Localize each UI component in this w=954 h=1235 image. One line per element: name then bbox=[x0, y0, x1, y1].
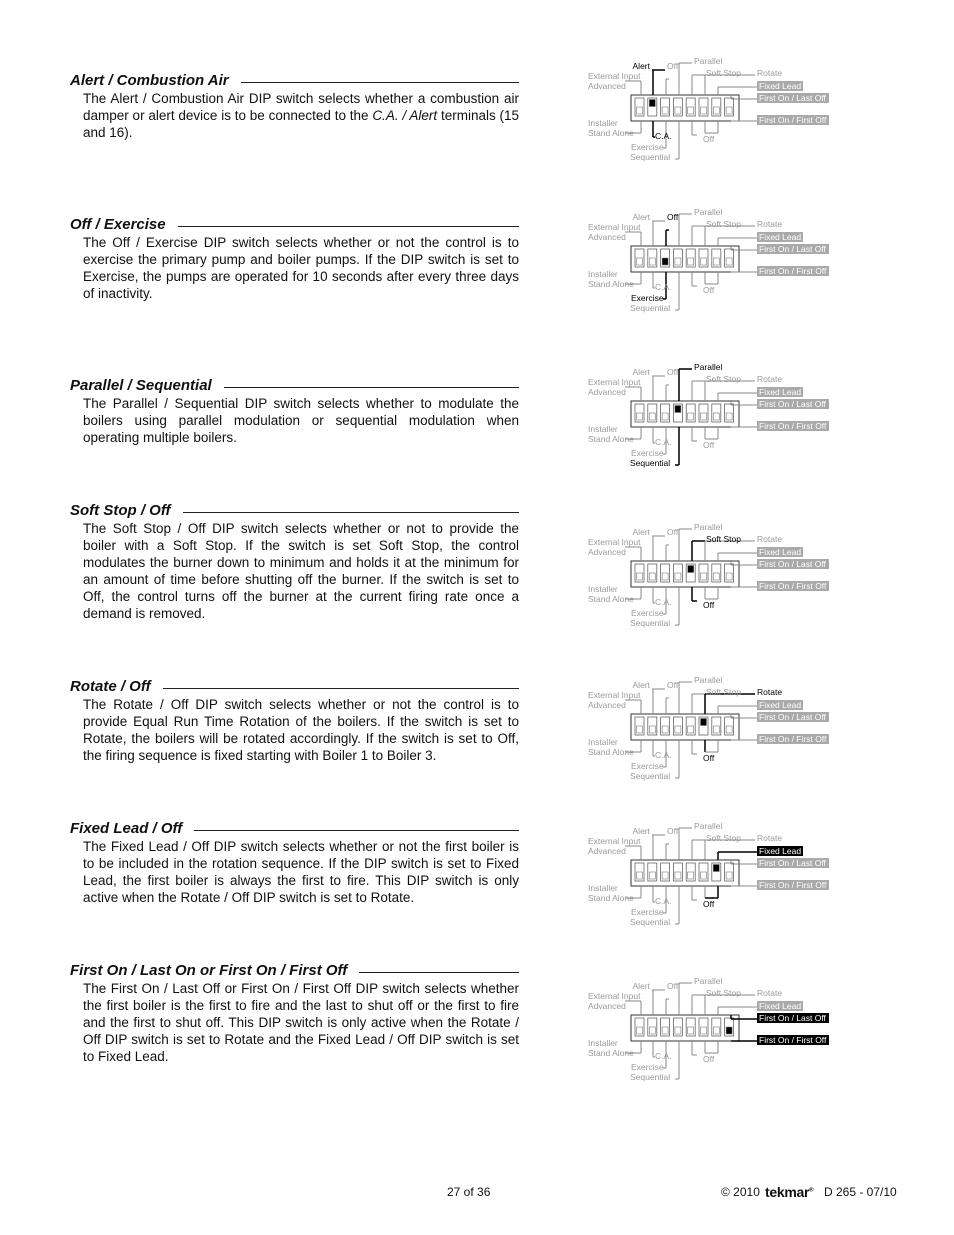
label-installer: Installer bbox=[588, 424, 618, 434]
label-stand-alone: Stand Alone bbox=[588, 594, 634, 604]
dip-toggle-3 bbox=[675, 258, 681, 265]
label-exercise: Exercise bbox=[631, 448, 664, 458]
label-ca: C.A. bbox=[655, 437, 672, 447]
section bbox=[70, 72, 519, 141]
label-exercise: Exercise bbox=[631, 761, 664, 771]
label-installer: Installer bbox=[588, 883, 618, 893]
dip-toggle-4 bbox=[688, 872, 694, 879]
dip-toggle-4 bbox=[688, 413, 694, 420]
dip-switch-block bbox=[631, 561, 739, 587]
label-off: Off bbox=[667, 527, 679, 537]
body-text-post: terminals (15 and 16). bbox=[83, 108, 520, 140]
label-external-input: External Input bbox=[588, 537, 641, 547]
label-fixed-lead: Fixed Lead bbox=[759, 232, 802, 242]
label-sequential: Sequential bbox=[630, 917, 671, 927]
dip-toggle-7 bbox=[726, 107, 732, 114]
label-parallel: Parallel bbox=[694, 976, 723, 986]
label-first-on-first-off: First On / First Off bbox=[759, 734, 827, 744]
section-title: Soft Stop / Off bbox=[70, 502, 183, 519]
label-off: Off bbox=[667, 680, 679, 690]
section-body bbox=[83, 696, 519, 764]
label-first-on-first-off: First On / First Off bbox=[759, 115, 827, 125]
label-advanced: Advanced bbox=[588, 547, 626, 557]
section bbox=[70, 962, 519, 1065]
dip-switch-diagram bbox=[585, 521, 845, 631]
dip-toggle-5 bbox=[701, 573, 707, 580]
label-first-on-first-off: First On / First Off bbox=[759, 1035, 827, 1045]
section-body bbox=[83, 980, 519, 1065]
label-fixed-lead: Fixed Lead bbox=[759, 846, 802, 856]
dip-toggle-5 bbox=[701, 1027, 707, 1034]
dip-toggle-0 bbox=[637, 1027, 643, 1034]
dip-toggle-4 bbox=[688, 258, 694, 265]
section-heading bbox=[70, 72, 519, 90]
label-rotate: Rotate bbox=[757, 833, 783, 843]
label-stand-alone: Stand Alone bbox=[588, 1048, 634, 1058]
label-soft-stop: Soft Stop bbox=[706, 374, 741, 384]
tekmar-logo: tekmar® bbox=[765, 1184, 814, 1200]
label-advanced: Advanced bbox=[588, 846, 626, 856]
label-exercise: Exercise bbox=[631, 1062, 664, 1072]
label-parallel: Parallel bbox=[694, 56, 723, 66]
label-sequential: Sequential bbox=[630, 1072, 671, 1082]
dip-toggle-4 bbox=[688, 1027, 694, 1034]
dip-toggle-6 bbox=[713, 573, 719, 580]
dip-toggle-3 bbox=[675, 107, 681, 114]
label-advanced: Advanced bbox=[588, 232, 626, 242]
dip-toggle-3 bbox=[675, 872, 681, 879]
body-text-pre: The Rotate / Off DIP switch selects whether or not the control is to provide Equal Run Time Rotation of the boilers. If the switch is set to Rotate, the boilers will be rotated accordingly. If the switch is set to Off, the firing sequence is fixed starting with Boiler 1 to Boiler 3. bbox=[83, 697, 519, 763]
label-parallel: Parallel bbox=[694, 821, 723, 831]
label-stand-alone: Stand Alone bbox=[588, 434, 634, 444]
dip-toggle-4 bbox=[688, 566, 694, 573]
label-ca: C.A. bbox=[655, 282, 672, 292]
label-stand-alone: Stand Alone bbox=[588, 893, 634, 903]
label-advanced: Advanced bbox=[588, 387, 626, 397]
label-exercise: Exercise bbox=[631, 293, 664, 303]
dip-toggle-3 bbox=[675, 1027, 681, 1034]
dip-toggle-5 bbox=[701, 258, 707, 265]
section-body bbox=[83, 520, 519, 622]
section-title: Fixed Lead / Off bbox=[70, 820, 194, 837]
label-off: Off bbox=[667, 367, 679, 377]
label-off: Off bbox=[667, 981, 679, 991]
dip-switch-block bbox=[631, 1015, 739, 1041]
label-rotate: Rotate bbox=[757, 374, 783, 384]
section-title: Parallel / Sequential bbox=[70, 377, 224, 394]
label-stand-alone: Stand Alone bbox=[588, 747, 634, 757]
dip-toggle-1 bbox=[649, 413, 655, 420]
dip-toggle-4 bbox=[688, 726, 694, 733]
label-soft-stop: Soft Stop bbox=[706, 534, 741, 544]
dip-toggle-1 bbox=[649, 872, 655, 879]
section-heading bbox=[70, 962, 519, 980]
dip-toggle-6 bbox=[713, 726, 719, 733]
section bbox=[70, 216, 519, 302]
dip-toggle-7 bbox=[726, 413, 732, 420]
section-heading bbox=[70, 216, 519, 234]
section-heading bbox=[70, 377, 519, 395]
label-external-input: External Input bbox=[588, 991, 641, 1001]
section-title: Alert / Combustion Air bbox=[70, 72, 241, 89]
label-rotate: Rotate bbox=[757, 687, 783, 697]
label-stand-alone: Stand Alone bbox=[588, 128, 634, 138]
label-soft-stop: Soft Stop bbox=[706, 219, 741, 229]
dip-toggle-5 bbox=[701, 872, 707, 879]
label-off-2: Off bbox=[703, 899, 715, 909]
label-soft-stop: Soft Stop bbox=[706, 833, 741, 843]
section-body bbox=[83, 838, 519, 906]
dip-toggle-5 bbox=[701, 719, 707, 726]
label-first-on-last-off: First On / Last Off bbox=[759, 399, 826, 409]
label-first-on-first-off: First On / First Off bbox=[759, 581, 827, 591]
label-parallel: Parallel bbox=[694, 522, 723, 532]
label-parallel: Parallel bbox=[694, 362, 723, 372]
label-first-on-last-off: First On / Last Off bbox=[759, 712, 826, 722]
dip-toggle-5 bbox=[701, 413, 707, 420]
label-alert: Alert bbox=[632, 981, 650, 991]
label-off-2: Off bbox=[703, 1054, 715, 1064]
label-first-on-first-off: First On / First Off bbox=[759, 421, 827, 431]
label-soft-stop: Soft Stop bbox=[706, 687, 741, 697]
label-off-2: Off bbox=[703, 600, 715, 610]
dip-switch-diagram bbox=[585, 361, 845, 471]
label-sequential: Sequential bbox=[630, 618, 671, 628]
section-title: Rotate / Off bbox=[70, 678, 163, 695]
label-external-input: External Input bbox=[588, 836, 641, 846]
label-advanced: Advanced bbox=[588, 1001, 626, 1011]
dip-toggle-1 bbox=[649, 258, 655, 265]
dip-switch-block bbox=[631, 401, 739, 427]
label-first-on-first-off: First On / First Off bbox=[759, 880, 827, 890]
label-off-2: Off bbox=[703, 753, 715, 763]
label-installer: Installer bbox=[588, 269, 618, 279]
label-parallel: Parallel bbox=[694, 207, 723, 217]
section-body bbox=[83, 234, 519, 302]
label-external-input: External Input bbox=[588, 222, 641, 232]
label-installer: Installer bbox=[588, 737, 618, 747]
body-text-pre: The Fixed Lead / Off DIP switch selects whether or not the first boiler is to be included in the rotation sequence. If the DIP switch is set to Fixed Lead, the first boiler is always the first to fire. This DIP switch is only active when the Rotate / Off DIP switch is set to Rotate. bbox=[83, 839, 519, 905]
dip-toggle-7 bbox=[726, 872, 732, 879]
section-heading bbox=[70, 502, 519, 520]
label-fixed-lead: Fixed Lead bbox=[759, 387, 802, 397]
dip-toggle-3 bbox=[675, 726, 681, 733]
dip-switch-block bbox=[631, 246, 739, 272]
dip-switch-diagram bbox=[585, 674, 845, 784]
section-title: First On / Last On or First On / First Off bbox=[70, 962, 359, 979]
body-text-pre: The Alert / Combustion Air DIP switch selects whether a combustion air damper or alert device is to be connected to the bbox=[83, 91, 519, 123]
label-fixed-lead: Fixed Lead bbox=[759, 1001, 802, 1011]
section bbox=[70, 678, 519, 764]
section-heading bbox=[70, 678, 519, 696]
label-first-on-last-off: First On / Last Off bbox=[759, 559, 826, 569]
section-body bbox=[83, 90, 519, 141]
dip-toggle-4 bbox=[688, 107, 694, 114]
dip-toggle-7 bbox=[726, 1027, 732, 1034]
dip-toggle-3 bbox=[675, 406, 681, 413]
dip-toggle-0 bbox=[637, 573, 643, 580]
body-text-pre: The Soft Stop / Off DIP switch selects whether or not to provide the boiler with a Soft Stop. If the switch is set Soft Stop, the control modulates the burner down to minimum and holds it at the minimum for an amount of time before shutting off the burner. If the switch is set to Off, the control turns off the burner at the current firing rate once a demand is removed. bbox=[83, 521, 519, 621]
label-alert: Alert bbox=[632, 680, 650, 690]
label-first-on-last-off: First On / Last Off bbox=[759, 93, 826, 103]
label-fixed-lead: Fixed Lead bbox=[759, 700, 802, 710]
dip-toggle-2 bbox=[662, 413, 668, 420]
dip-toggle-2 bbox=[662, 872, 668, 879]
dip-switch-block bbox=[631, 860, 739, 886]
label-off-2: Off bbox=[703, 440, 715, 450]
label-rotate: Rotate bbox=[757, 534, 783, 544]
label-external-input: External Input bbox=[588, 690, 641, 700]
label-alert: Alert bbox=[632, 826, 650, 836]
dip-toggle-6 bbox=[713, 865, 719, 872]
label-off-2: Off bbox=[703, 134, 715, 144]
label-alert: Alert bbox=[632, 527, 650, 537]
label-sequential: Sequential bbox=[630, 458, 671, 468]
label-parallel: Parallel bbox=[694, 675, 723, 685]
section bbox=[70, 820, 519, 906]
dip-switch-block bbox=[631, 714, 739, 740]
label-advanced: Advanced bbox=[588, 81, 626, 91]
dip-toggle-3 bbox=[675, 573, 681, 580]
label-off-2: Off bbox=[703, 285, 715, 295]
label-rotate: Rotate bbox=[757, 988, 783, 998]
label-off: Off bbox=[667, 212, 679, 222]
dip-switch-block bbox=[631, 95, 739, 121]
dip-toggle-7 bbox=[726, 726, 732, 733]
dip-toggle-7 bbox=[726, 258, 732, 265]
label-first-on-first-off: First On / First Off bbox=[759, 266, 827, 276]
label-ca: C.A. bbox=[655, 896, 672, 906]
dip-toggle-1 bbox=[649, 573, 655, 580]
label-sequential: Sequential bbox=[630, 303, 671, 313]
label-ca: C.A. bbox=[655, 597, 672, 607]
label-external-input: External Input bbox=[588, 71, 641, 81]
section-body bbox=[83, 395, 519, 446]
label-installer: Installer bbox=[588, 584, 618, 594]
page-number: 27 of 36 bbox=[447, 1185, 491, 1199]
body-text-pre: The Parallel / Sequential DIP switch selects whether to modulate the boilers using parallel modulation or sequential modulation when operating multiple boilers. bbox=[83, 396, 519, 445]
dip-toggle-2 bbox=[662, 107, 668, 114]
label-rotate: Rotate bbox=[757, 219, 783, 229]
copyright: © 2010 bbox=[721, 1185, 760, 1199]
body-text-pre: The First On / Last Off or First On / First Off DIP switch selects whether the first boiler is the first to fire and the last to shut off or the first to fire and the first to shut off. This DIP switch is only active when the Rotate / Off DIP switch is set to Rotate and the Fixed Lead / Off DIP switch is set to Fixed Lead. bbox=[83, 981, 519, 1064]
label-stand-alone: Stand Alone bbox=[588, 279, 634, 289]
dip-toggle-0 bbox=[637, 258, 643, 265]
label-off: Off bbox=[667, 61, 679, 71]
label-exercise: Exercise bbox=[631, 142, 664, 152]
dip-switch-diagram bbox=[585, 820, 845, 930]
dip-toggle-2 bbox=[662, 1027, 668, 1034]
label-alert: Alert bbox=[632, 212, 650, 222]
label-exercise: Exercise bbox=[631, 608, 664, 618]
dip-toggle-0 bbox=[637, 872, 643, 879]
dip-toggle-6 bbox=[713, 1027, 719, 1034]
label-installer: Installer bbox=[588, 1038, 618, 1048]
section bbox=[70, 377, 519, 446]
label-first-on-last-off: First On / Last Off bbox=[759, 858, 826, 868]
label-ca: C.A. bbox=[655, 131, 672, 141]
label-soft-stop: Soft Stop bbox=[706, 988, 741, 998]
dip-toggle-1 bbox=[649, 1027, 655, 1034]
dip-toggle-0 bbox=[637, 107, 643, 114]
dip-switch-diagram bbox=[585, 975, 845, 1085]
label-exercise: Exercise bbox=[631, 907, 664, 917]
label-first-on-last-off: First On / Last Off bbox=[759, 244, 826, 254]
label-alert: Alert bbox=[632, 367, 650, 377]
body-text-italic: C.A. / Alert bbox=[372, 108, 438, 123]
body-text-pre: The Off / Exercise DIP switch selects whether or not the control is to exercise the primary pump and boiler pumps. If the DIP switch is set to Exercise, the pumps are operated for 10 seconds after every three days of inactivity. bbox=[83, 235, 519, 301]
label-sequential: Sequential bbox=[630, 152, 671, 162]
section-heading bbox=[70, 820, 519, 838]
dip-toggle-7 bbox=[726, 573, 732, 580]
dip-toggle-2 bbox=[662, 258, 668, 265]
label-ca: C.A. bbox=[655, 750, 672, 760]
dip-toggle-6 bbox=[713, 258, 719, 265]
dip-toggle-6 bbox=[713, 413, 719, 420]
section bbox=[70, 502, 519, 622]
dip-toggle-1 bbox=[649, 726, 655, 733]
document-number: D 265 - 07/10 bbox=[824, 1185, 897, 1199]
label-fixed-lead: Fixed Lead bbox=[759, 81, 802, 91]
label-ca: C.A. bbox=[655, 1051, 672, 1061]
dip-toggle-0 bbox=[637, 726, 643, 733]
dip-toggle-2 bbox=[662, 726, 668, 733]
dip-toggle-2 bbox=[662, 573, 668, 580]
dip-toggle-1 bbox=[649, 100, 655, 107]
label-external-input: External Input bbox=[588, 377, 641, 387]
dip-toggle-5 bbox=[701, 107, 707, 114]
dip-toggle-0 bbox=[637, 413, 643, 420]
label-soft-stop: Soft Stop bbox=[706, 68, 741, 78]
label-advanced: Advanced bbox=[588, 700, 626, 710]
label-off: Off bbox=[667, 826, 679, 836]
label-first-on-last-off: First On / Last Off bbox=[759, 1013, 826, 1023]
label-installer: Installer bbox=[588, 118, 618, 128]
dip-switch-diagram bbox=[585, 206, 845, 316]
dip-toggle-6 bbox=[713, 107, 719, 114]
label-rotate: Rotate bbox=[757, 68, 783, 78]
label-fixed-lead: Fixed Lead bbox=[759, 547, 802, 557]
label-sequential: Sequential bbox=[630, 771, 671, 781]
label-alert: Alert bbox=[632, 61, 650, 71]
dip-switch-diagram bbox=[585, 55, 845, 165]
section-title: Off / Exercise bbox=[70, 216, 178, 233]
